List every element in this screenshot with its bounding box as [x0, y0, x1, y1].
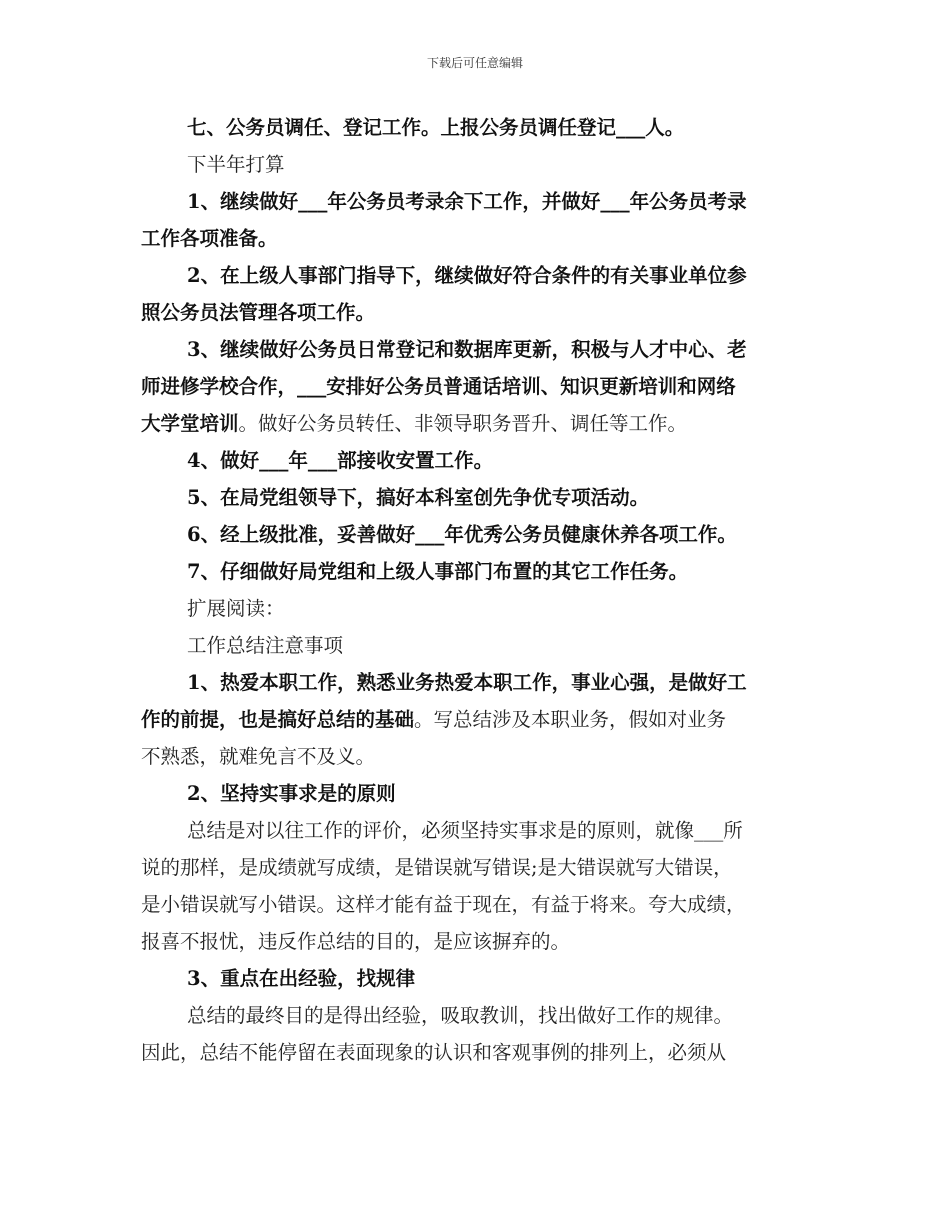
text-segment: 不熟悉，就难免言不及义。 [141, 745, 376, 768]
text-segment: 3、继续做好公务员日常登记和数据库更新，积极与人才中心、老 [187, 338, 747, 361]
text-segment: 是小错误就写小错误。这样才能有益于现在，有益于将来。夸大成绩， [141, 893, 746, 916]
text-line [187, 818, 743, 844]
text-line [187, 1003, 733, 1029]
text-segment: 说的那样，是成绩就写成绩，是错误就写错误;是大错误就写大错误， [141, 856, 733, 879]
text-segment: 大学堂培训 [141, 412, 239, 435]
text-segment: 1、继续做好___年公务员考录余下工作，并做好___年公务员考录 [187, 190, 747, 213]
text-line [187, 115, 684, 141]
text-segment: 因此，总结不能停留在表面现象的认识和客观事例的排列上，必须从 [141, 1041, 727, 1064]
text-line [187, 966, 415, 992]
text-line [141, 892, 746, 918]
text-line [141, 1040, 726, 1066]
text-line [187, 485, 649, 511]
text-segment: 报喜不报忧，违反作总结的目的，是应该摒弃的。 [141, 930, 571, 953]
text-line [141, 855, 733, 881]
text-segment: 。做好公务员转任、非领导职务晋升、调任等工作。 [238, 412, 688, 435]
text-line [141, 929, 570, 955]
text-line [141, 707, 726, 733]
text-segment: 5、在局党组领导下，搞好本科室创先争优专项活动。 [187, 486, 650, 509]
text-segment: 6、经上级批准，妥善做好___年优秀公务员健康休养各项工作。 [187, 523, 737, 546]
text-segment: 工作总结注意事项 [187, 634, 344, 657]
text-segment: 师进修学校合作，___安排好公务员普通话培训、知识更新培训和网络 [141, 375, 736, 398]
text-segment: 总结的最终目的是得出经验，吸取教训，找出做好工作的规律。 [187, 1004, 734, 1027]
text-line [187, 522, 737, 548]
text-line [141, 411, 687, 437]
text-line [187, 633, 343, 659]
text-line [141, 226, 278, 252]
text-line [187, 263, 747, 289]
page-header: 下载后可任意编辑 [426, 56, 523, 70]
text-segment: 下半年打算 [187, 153, 285, 176]
text-line [187, 559, 688, 585]
text-line [187, 670, 747, 696]
text-segment: 2、在上级人事部门指导下，继续做好符合条件的有关事业单位参 [187, 264, 747, 287]
text-segment: 总结是对以往工作的评价，必须坚持实事求是的原则，就像___所 [187, 819, 743, 842]
text-segment: 照公务员法管理各项工作。 [141, 301, 376, 324]
text-line [187, 596, 285, 622]
text-line [187, 781, 396, 807]
text-segment: 4、做好___年___部接收安置工作。 [187, 449, 494, 472]
text-segment: 作的前提，也是搞好总结的基础 [141, 708, 415, 731]
text-segment: 。写总结涉及本职业务，假如对业务 [414, 708, 727, 731]
text-segment: 七、公务员调任、登记工作。上报公务员调任登记___人。 [187, 116, 685, 139]
text-segment: 7、仔细做好局党组和上级人事部门布置的其它工作任务。 [187, 560, 689, 583]
text-line [141, 374, 736, 400]
text-segment: 1、热爱本职工作，熟悉业务热爱本职工作，事业心强，是做好工 [187, 671, 747, 694]
text-line [187, 448, 493, 474]
text-segment: 工作各项准备。 [141, 227, 278, 250]
text-line [141, 744, 375, 770]
text-line [187, 337, 747, 363]
text-segment: 3、重点在出经验，找规律 [187, 967, 416, 990]
text-line [141, 300, 375, 326]
text-segment: 扩展阅读： [187, 597, 285, 620]
text-segment: 2、坚持实事求是的原则 [187, 782, 396, 805]
text-line [187, 189, 747, 215]
text-line [187, 152, 285, 178]
